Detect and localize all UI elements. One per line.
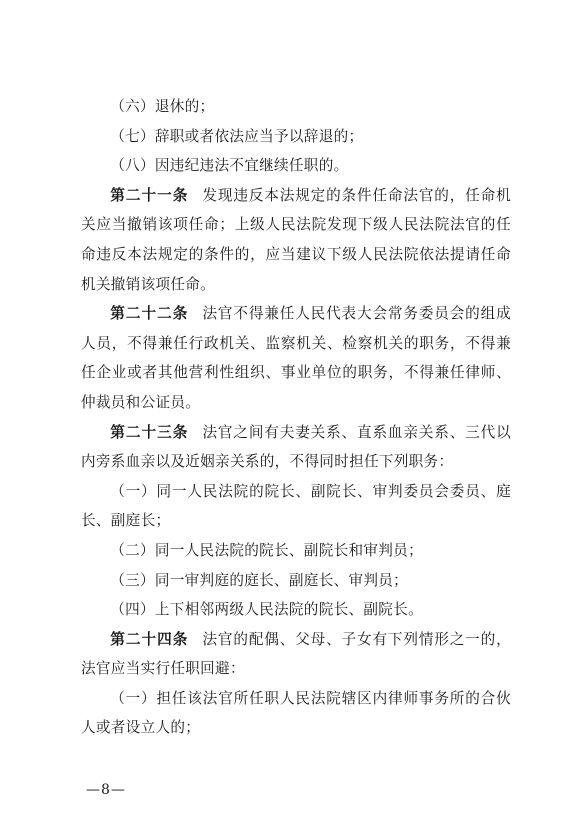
list-item: （三）同一审判庭的庭长、副庭长、审判员； [110, 571, 409, 589]
article-22 [81, 299, 511, 417]
article-title: 第二十四条 [110, 630, 189, 648]
article-text: 发现违反本法规定的条件任命法官的，任命机关应当撤销该项任命；上级人民法院发现下级人民法院法官的任命违反本法规定的条件的，应当建议下级人民法院依法提请任命机关撤销该项任命。 [81, 186, 511, 293]
list-item: （二）同一人民法院的院长、副院长和审判员； [110, 541, 423, 559]
list-item: （八）因违纪违法不宜继续任职的。 [110, 157, 349, 175]
article-text: 法官之间有夫妻关系、直系血亲关系、三代以内旁系血亲以及近姻亲关系的，不得同时担任下列职务： [81, 423, 511, 471]
article-title: 第二十二条 [110, 305, 189, 323]
article-text: 法官的配偶、父母、子女有下列情形之一的，法官应当实行任职回避： [81, 630, 511, 678]
list-item: （七）辞职或者依法应当予以辞退的； [110, 127, 364, 145]
article-21 [81, 181, 511, 299]
page-number: —8— [86, 782, 126, 798]
list-item: （六）退休的； [110, 98, 215, 115]
article-24 [81, 625, 511, 684]
article-title: 第二十一条 [110, 186, 189, 204]
list-item: （四）上下相邻两级人民法院的院长、副院长。 [110, 601, 423, 619]
document-body [81, 92, 511, 743]
article-text: 法官不得兼任人民代表大会常务委员会的组成人员，不得兼任行政机关、监察机关、检察机关的职务，不得兼任企业或者其他营利性组织、事业单位的职务，不得兼任律师、仲裁员和公证员。 [81, 305, 511, 411]
article-23 [81, 418, 511, 477]
article-title: 第二十三条 [110, 423, 189, 441]
list-item: （一）同一人民法院的院长、副院长、审判委员会委员、庭长、副庭长； [81, 482, 511, 530]
list-item: （一）担任该法官所任职人民法院辖区内律师事务所的合伙人或者设立人的； [81, 689, 511, 737]
